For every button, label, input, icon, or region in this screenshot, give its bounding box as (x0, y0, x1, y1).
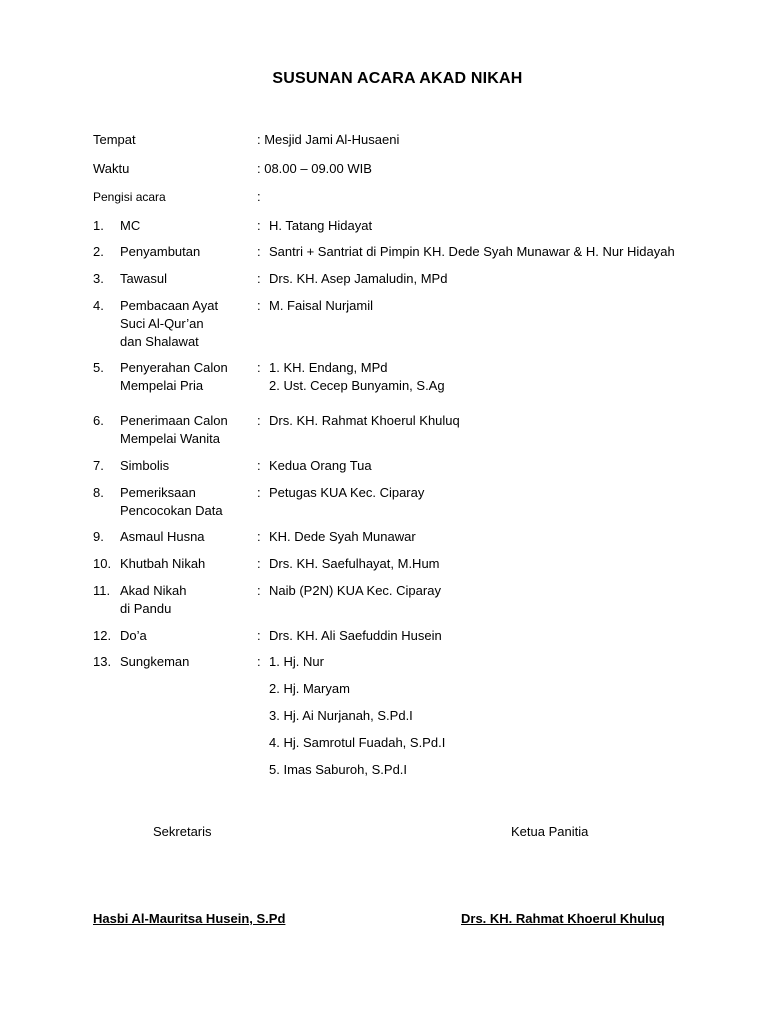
program-item-value: : 1. KH. Endang, MPd 2. Ust. Cecep Bunyamin, S.Ag (257, 360, 445, 393)
program-item-label: Pembacaan Ayat Suci Al-Qur’an dan Shalawat (120, 298, 219, 349)
program-item-value: : H. Tatang Hidayat (257, 218, 373, 233)
program-item-label: Sungkeman (120, 654, 190, 669)
program-item-number: 8. (93, 485, 104, 500)
program-item-value: : Kedua Orang Tua (257, 458, 372, 473)
program-item-label: Simbolis (120, 458, 170, 473)
program-item-number: 1. (93, 218, 104, 233)
program-item-number: 6. (93, 413, 104, 428)
program-item-value: : 1. Hj. Nur (257, 654, 324, 669)
program-item-label: Asmaul Husna (120, 529, 205, 544)
program-item-value: : Drs. KH. Asep Jamaludin, MPd (257, 271, 448, 286)
info-label: Tempat (93, 132, 136, 147)
signature-role-chairman: Ketua Panitia (511, 824, 589, 839)
program-item-value: : Naib (P2N) KUA Kec. Ciparay (257, 583, 441, 598)
program-item-number: 9. (93, 529, 104, 544)
program-item-number: 12. (93, 628, 112, 643)
program-item-value: : Drs. KH. Rahmat Khoerul Khuluq (257, 413, 460, 428)
signature-role-secretary: Sekretaris (153, 824, 212, 839)
info-value: : (257, 189, 261, 204)
signature-name-chairman: Drs. KH. Rahmat Khoerul Khuluq (461, 911, 665, 926)
info-label: Pengisi acara (93, 190, 166, 204)
program-item-number: 10. (93, 556, 112, 571)
info-value: : Mesjid Jami Al-Husaeni (257, 132, 400, 147)
program-item-label: Do’a (120, 628, 147, 643)
program-item-label: Penerimaan Calon Mempelai Wanita (120, 413, 228, 446)
program-item-number: 7. (93, 458, 104, 473)
program-item-label: Penyerahan Calon Mempelai Pria (120, 360, 228, 393)
sungkeman-name: 4. Hj. Samrotul Fuadah, S.Pd.I (269, 735, 446, 750)
sungkeman-name: 2. Hj. Maryam (269, 681, 350, 696)
program-item-number: 2. (93, 244, 104, 259)
program-item-label: Penyambutan (120, 244, 201, 259)
program-item-value: : Santri + Santriat di Pimpin KH. Dede Syah Munawar & H. Nur Hidayah (257, 244, 675, 259)
program-item-value: : Drs. KH. Saefulhayat, M.Hum (257, 556, 440, 571)
program-item-value: : Drs. KH. Ali Saefuddin Husein (257, 628, 442, 643)
program-item-label: Tawasul (120, 271, 167, 286)
program-item-number: 5. (93, 360, 104, 375)
program-item-number: 13. (93, 654, 112, 669)
signature-name-secretary: Hasbi Al-Mauritsa Husein, S.Pd (93, 911, 286, 926)
sungkeman-name: 5. Imas Saburoh, S.Pd.I (269, 762, 408, 777)
program-item-number: 11. (93, 583, 111, 598)
program-item-number: 3. (93, 271, 104, 286)
program-item-label: Akad Nikah di Pandu (120, 583, 187, 616)
info-value: : 08.00 – 09.00 WIB (257, 161, 372, 176)
program-item-value: : M. Faisal Nurjamil (257, 298, 374, 313)
document-title: SUSUNAN ACARA AKAD NIKAH (272, 70, 523, 87)
info-label: Waktu (93, 161, 130, 176)
sungkeman-name: 3. Hj. Ai Nurjanah, S.Pd.I (269, 708, 413, 723)
program-item-number: 4. (93, 298, 104, 313)
program-item-value: : Petugas KUA Kec. Ciparay (257, 485, 425, 500)
program-item-label: Pemeriksaan Pencocokan Data (120, 485, 223, 518)
program-item-label: Khutbah Nikah (120, 556, 206, 571)
program-item-label: MC (120, 218, 141, 233)
program-item-value: : KH. Dede Syah Munawar (257, 529, 416, 544)
